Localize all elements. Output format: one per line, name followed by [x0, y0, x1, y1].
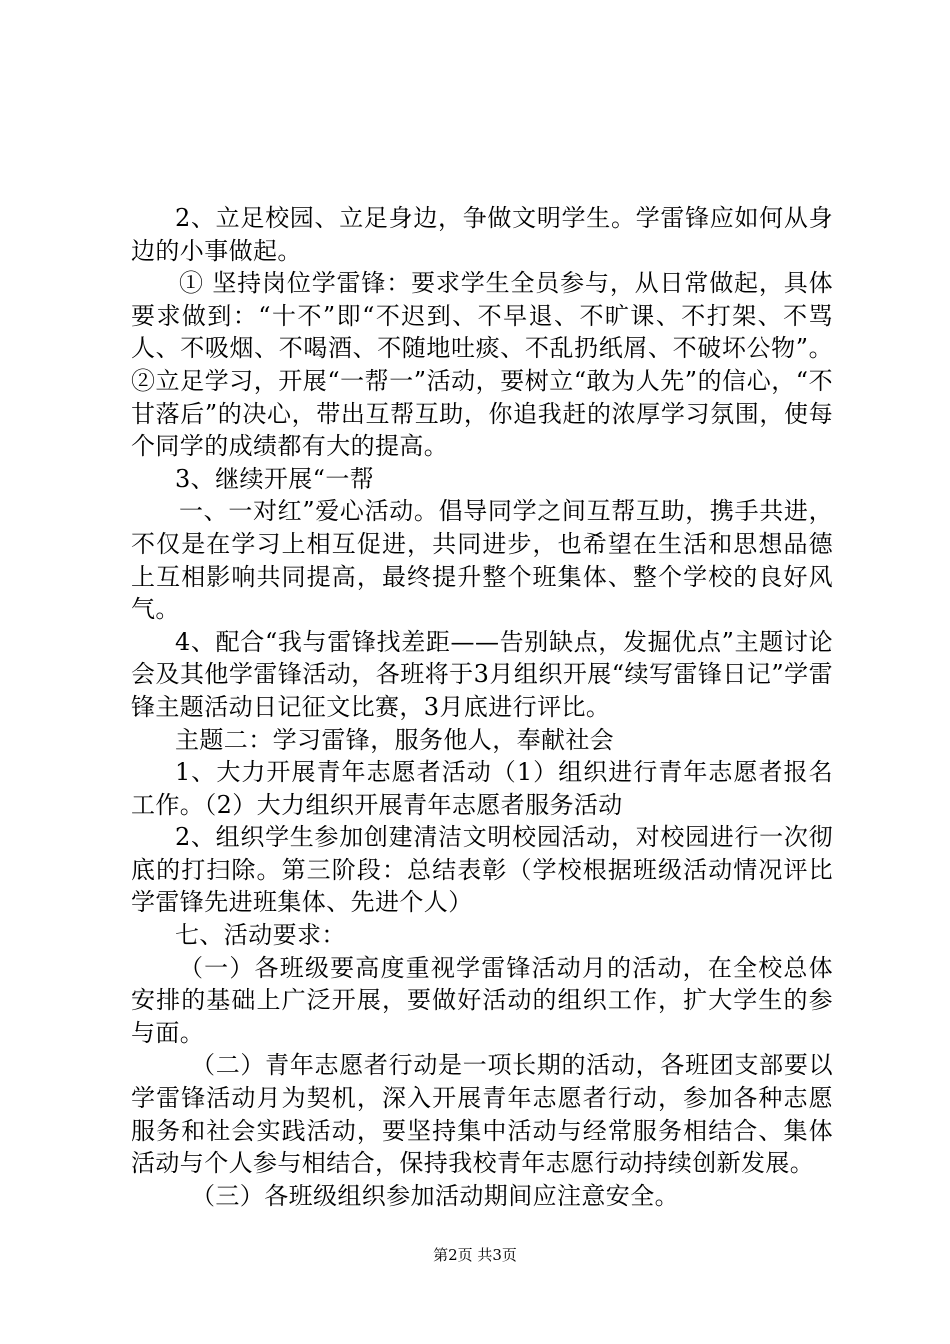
paragraph-post-study: ① 坚持岗位学雷锋：要求学生全员参与，从日常做起，具体要求做到：“十不”即“不迟到、不早退、不旷课、不打架、不骂人、不吸烟、不喝酒、不随地吐痰、不乱扔纸屑、不破坏公物”。②立足学习，开展“一帮一”活动，要树立“敢为人先”的信心，“不甘落后”的决心，带出互帮互助，你追我赶的浓厚学习氛围，使每个同学的成绩都有大的提高。: [131, 269, 833, 461]
paragraph-section-3-heading: 3、继续开展“一帮: [175, 464, 375, 493]
paragraph-requirement-3: （三）各班级组织参加活动期间应注意安全。: [191, 1181, 679, 1210]
paragraph-theme-two: 主题二：学习雷锋，服务他人，奉献社会: [175, 725, 615, 754]
paragraph-requirements-heading: 七、活动要求：: [175, 921, 346, 950]
paragraph-section-4: 4、配合“我与雷锋找差距——告别缺点，发掘优点”主题讨论会及其他学雷锋活动，各班将于3月组织开展“续写雷锋日记”学雷锋主题活动日记征文比赛，3月底进行评比。: [131, 627, 833, 721]
paragraph-requirement-1: （一）各班级要高度重视学雷锋活动月的活动，在全校总体安排的基础上广泛开展，要做好活动的组织工作，扩大学生的参与面。: [131, 953, 833, 1047]
paragraph-section-2: 2、立足校园、立足身边，争做文明学生。学雷锋应如何从身边的小事做起。: [131, 204, 833, 265]
document-body: [131, 202, 833, 1212]
page-number: 第2页 共3页: [433, 1246, 517, 1264]
paragraph-section-3-body: 一、一对红”爱心活动。倡导同学之间互帮互助，携手共进，不仅是在学习上相互促进，共同进步，也希望在生活和思想品德上互相影响共同提高，最终提升整个班集体、整个学校的良好风气。: [131, 497, 833, 624]
paragraph-volunteer-activity: 1、大力开展青年志愿者活动（1）组织进行青年志愿者报名工作。（2）大力组织开展青年志愿者服务活动: [131, 758, 833, 819]
paragraph-requirement-2: （二）青年志愿者行动是一项长期的活动，各班团支部要以学雷锋活动月为契机，深入开展青年志愿者行动，参加各种志愿服务和社会实践活动，要坚持集中活动与经常服务相结合、集体活动与个人参与相结合，保持我校青年志愿行动持续创新发展。: [131, 1051, 833, 1178]
paragraph-clean-campus: 2、组织学生参加创建清洁文明校园活动，对校园进行一次彻底的打扫除。第三阶段：总结表彰（学校根据班级活动情况评比学雷锋先进班集体、先进个人）: [131, 823, 833, 917]
